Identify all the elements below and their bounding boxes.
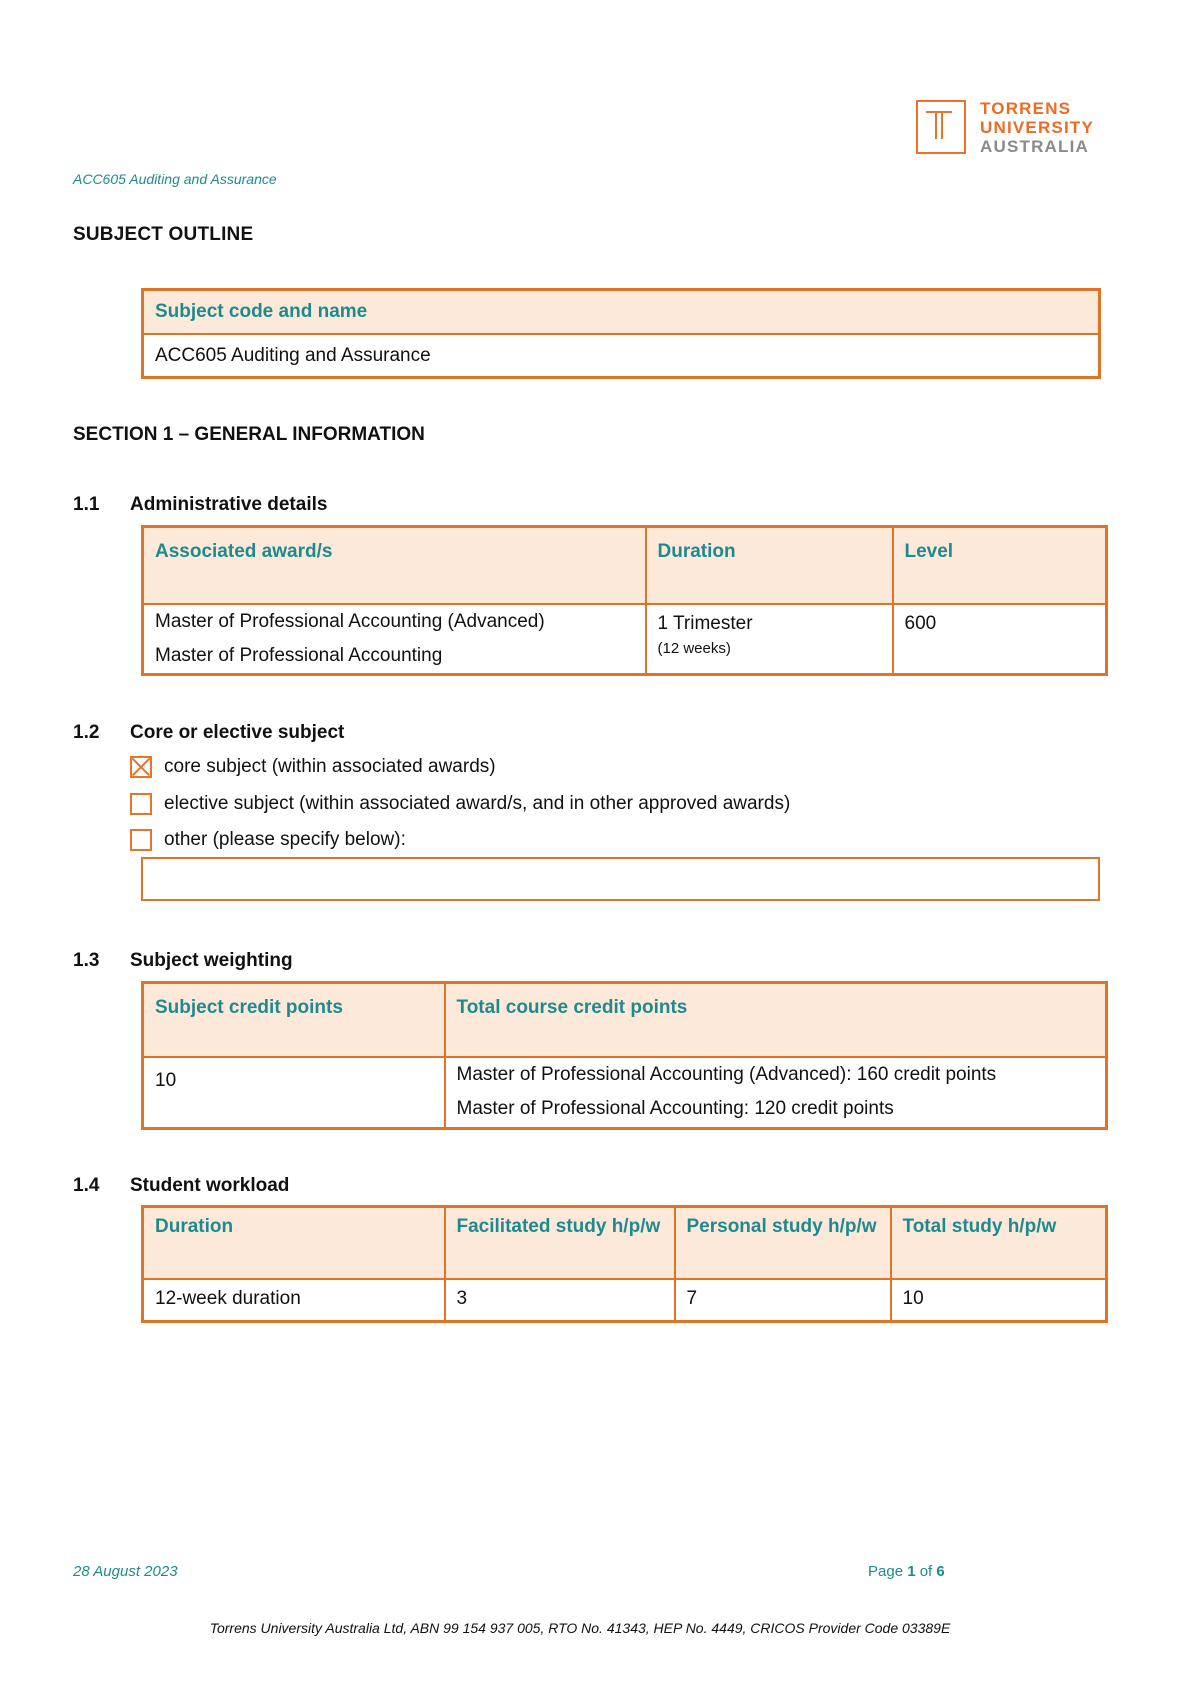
page-title: SUBJECT OUTLINE <box>73 224 254 245</box>
heading-text: Administrative details <box>130 494 328 515</box>
subject-code-table <box>141 288 1101 379</box>
footer-date: 28 August 2023 <box>73 1563 178 1580</box>
option-core[interactable] <box>130 756 496 778</box>
checkbox-checked-icon[interactable] <box>130 756 152 778</box>
workload-facilitated: 3 <box>445 1279 675 1322</box>
option-label: elective subject (within associated award/s, and in other approved awards) <box>164 793 791 814</box>
workload-duration: 12-week duration <box>143 1279 445 1322</box>
workload-personal: 7 <box>675 1279 891 1322</box>
page-total: 6 <box>936 1563 945 1580</box>
subject-weighting-table <box>141 981 1108 1130</box>
col-header-personal: Personal study h/p/w <box>675 1207 891 1279</box>
option-label: other (please specify below): <box>164 829 406 850</box>
total-credit-item: Master of Professional Accounting: 120 credit points <box>456 1097 894 1119</box>
col-header-total: Total study h/p/w <box>891 1207 1107 1279</box>
logo-wordmark <box>980 99 1094 156</box>
option-other[interactable] <box>130 829 406 851</box>
heading-number: 1.3 <box>73 950 100 971</box>
subject-code-header: Subject code and name <box>143 290 1100 334</box>
heading-1-2 <box>73 722 344 744</box>
option-elective[interactable] <box>130 793 790 815</box>
workload-total: 10 <box>891 1279 1107 1322</box>
other-specify-field[interactable] <box>141 857 1100 901</box>
awards-cell <box>143 604 646 675</box>
checkbox-empty-icon[interactable] <box>130 793 152 815</box>
heading-text: Student workload <box>130 1175 290 1196</box>
administrative-details-table <box>141 525 1108 676</box>
col-header-duration: Duration <box>143 1207 445 1279</box>
award-item: Master of Professional Accounting <box>155 644 443 666</box>
col-header-level: Level <box>893 527 1107 604</box>
col-header-facilitated: Facilitated study h/p/w <box>445 1207 675 1279</box>
duration-cell <box>646 604 893 675</box>
logo-line-3: AUSTRALIA <box>980 137 1090 156</box>
checkbox-empty-icon[interactable] <box>130 829 152 851</box>
duration-value: 1 Trimester <box>657 612 753 634</box>
logo-line-2: UNIVERSITY <box>980 118 1095 137</box>
subject-code-value: ACC605 Auditing and Assurance <box>143 334 1100 378</box>
logo-line-1: TORRENS <box>980 99 1072 118</box>
heading-1-4 <box>73 1175 289 1197</box>
heading-text: Core or elective subject <box>130 722 345 743</box>
level-value: 600 <box>893 604 1107 675</box>
total-credit-item: Master of Professional Accounting (Advanced): 160 credit points <box>456 1063 997 1085</box>
award-item: Master of Professional Accounting (Advanced) <box>155 610 545 632</box>
heading-number: 1.4 <box>73 1175 100 1196</box>
page-mid: of <box>915 1563 937 1580</box>
logo-t-icon <box>925 109 953 141</box>
heading-number: 1.2 <box>73 722 100 743</box>
heading-1-1 <box>73 494 327 516</box>
duration-note: (12 weeks) <box>657 639 731 657</box>
col-header-subject-credits: Subject credit points <box>143 983 445 1057</box>
total-credits-cell <box>445 1057 1107 1129</box>
page-current: 1 <box>907 1563 916 1580</box>
option-label: core subject (within associated awards) <box>164 756 496 777</box>
page-number <box>868 1563 945 1580</box>
col-header-awards: Associated award/s <box>143 527 646 604</box>
col-header-duration: Duration <box>646 527 893 604</box>
subject-credit-value: 10 <box>143 1057 445 1129</box>
section-heading: SECTION 1 – GENERAL INFORMATION <box>73 424 425 445</box>
heading-1-3 <box>73 950 293 972</box>
footer-legal: Torrens University Australia Ltd, ABN 99 154 937 005, RTO No. 41343, HEP No. 4449, CRICOS Provider Code 03389E <box>209 1620 951 1636</box>
heading-number: 1.1 <box>73 494 100 515</box>
running-header: ACC605 Auditing and Assurance <box>73 171 277 187</box>
page-prefix: Page <box>868 1563 908 1580</box>
student-workload-table <box>141 1205 1108 1323</box>
col-header-total-credits: Total course credit points <box>445 983 1107 1057</box>
heading-text: Subject weighting <box>130 950 293 971</box>
